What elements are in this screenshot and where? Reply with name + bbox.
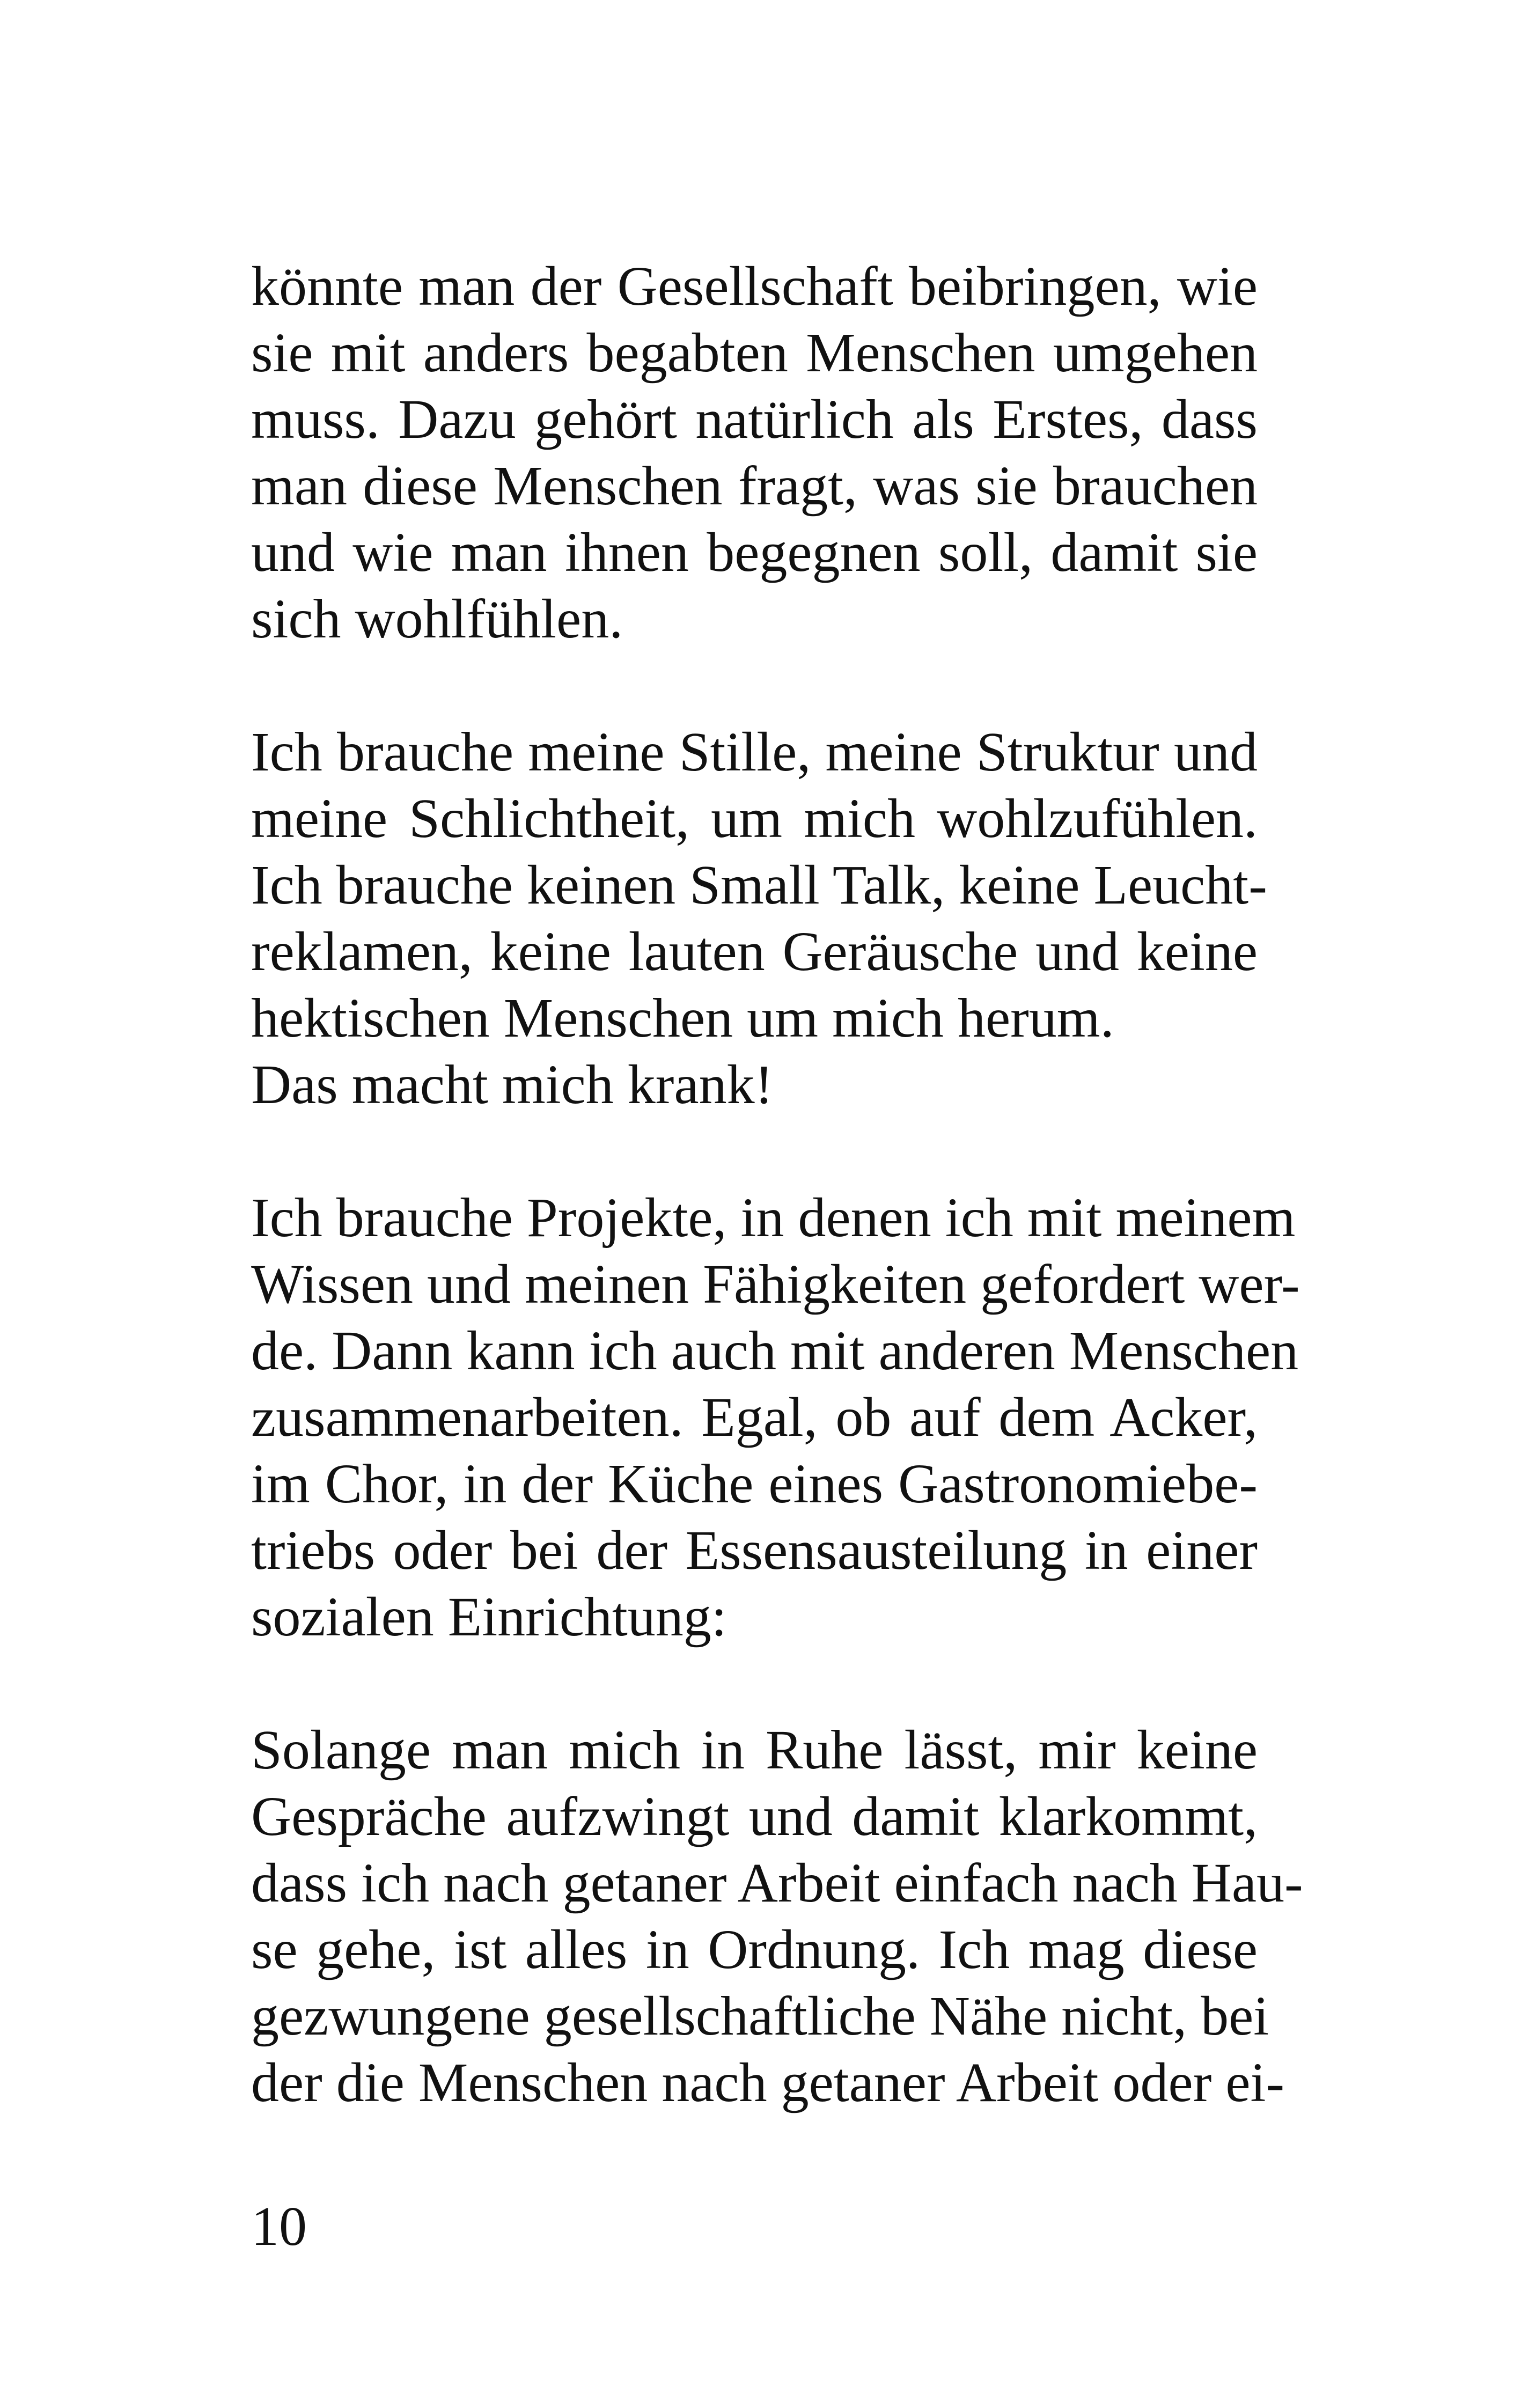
text-line: man diese Menschen fragt, was sie brauchen xyxy=(251,455,1258,517)
text-line: muss. Dazu gehört natürlich als Erstes, dass xyxy=(251,388,1258,450)
text-line: Gespräche aufzwingt und damit klarkommt, xyxy=(251,1786,1258,1847)
page-body-text xyxy=(251,253,1303,2116)
paragraph-gap xyxy=(251,1650,1258,1717)
text-line: sozialen Einrichtung: xyxy=(251,1586,727,1648)
text-line: Das macht mich krank! xyxy=(251,1054,774,1115)
paragraph-gap xyxy=(251,652,1258,719)
text-line: Wissen und meinen Fähigkeiten gefordert wer- xyxy=(251,1253,1300,1315)
text-line: meine Schlichtheit, um mich wohlzufühlen. xyxy=(251,788,1258,849)
text-line: triebs oder bei der Essensausteilung in einer xyxy=(251,1519,1258,1581)
text-line: dass ich nach getaner Arbeit einfach nach Hau- xyxy=(251,1852,1303,1914)
text-line: sich wohlfühlen. xyxy=(251,588,623,650)
text-line: de. Dann kann ich auch mit anderen Menschen xyxy=(251,1320,1299,1382)
text-line: Ich brauche Projekte, in denen ich mit meinem xyxy=(251,1187,1296,1249)
text-line: Ich brauche keinen Small Talk, keine Leucht- xyxy=(251,854,1267,916)
text-line: hektischen Menschen um mich herum. xyxy=(251,987,1114,1049)
text-line: sie mit anders begabten Menschen umgehen xyxy=(251,322,1258,384)
text-line: gezwungene gesellschaftliche Nähe nicht, bei xyxy=(251,1985,1269,2047)
text-line: im Chor, in der Küche eines Gastronomiebe- xyxy=(251,1453,1258,1515)
text-line: Ich brauche meine Stille, meine Struktur und xyxy=(251,721,1258,783)
text-line: reklamen, keine lauten Geräusche und keine xyxy=(251,921,1258,982)
text-line: könnte man der Gesellschaft beibringen, wie xyxy=(251,255,1258,317)
paragraph-gap xyxy=(251,1118,1258,1185)
text-line: und wie man ihnen begegnen soll, damit sie xyxy=(251,522,1258,583)
text-line: zusammenarbeiten. Egal, ob auf dem Acker, xyxy=(251,1386,1258,1448)
text-line: se gehe, ist alles in Ordnung. Ich mag diese xyxy=(251,1919,1258,1980)
text-line: der die Menschen nach getaner Arbeit oder ei- xyxy=(251,2052,1285,2113)
page-number: 10 xyxy=(251,2196,307,2257)
text-line: Solange man mich in Ruhe lässt, mir keine xyxy=(251,1719,1258,1781)
